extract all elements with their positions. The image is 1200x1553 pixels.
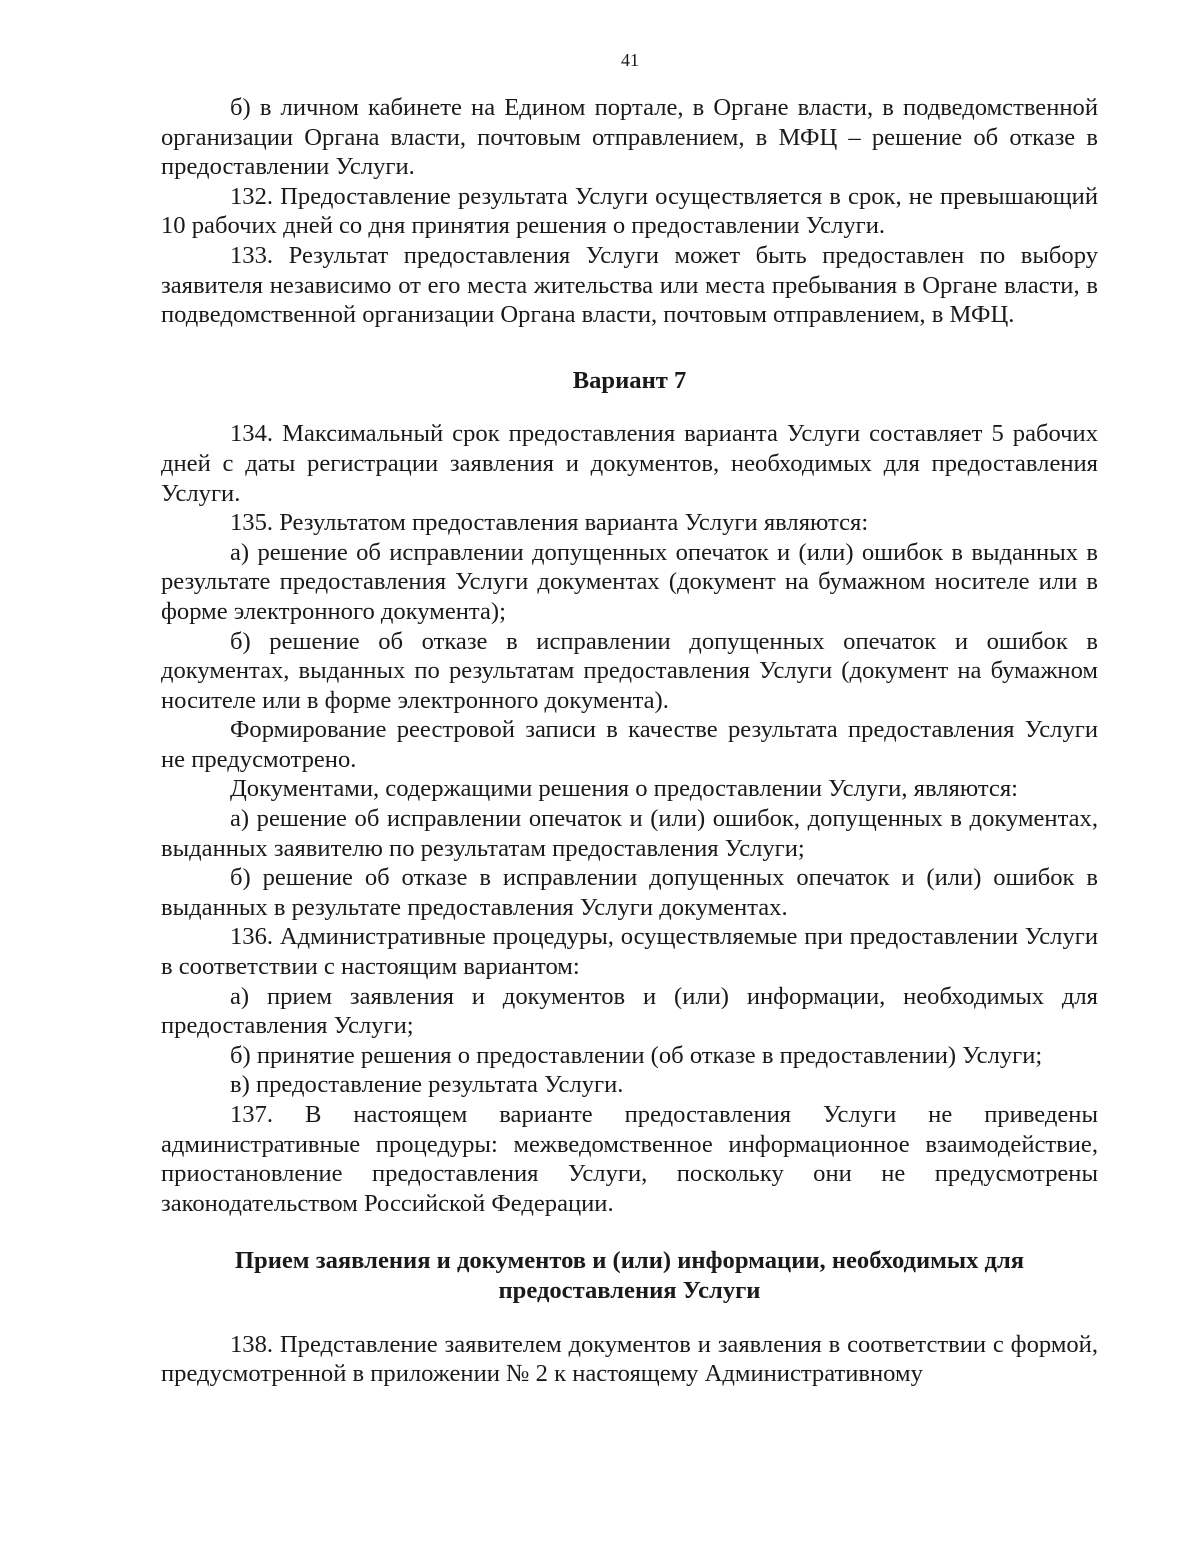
paragraph-134: 134. Максимальный срок предоставления варианта Услуги составляет 5 рабочих дней с даты регистрации заявления и документов, необходимых для предоставления Услуги.	[161, 420, 1098, 507]
paragraph-136: 136. Административные процедуры, осуществляемые при предоставлении Услуги в соответствии с настоящим вариантом:	[161, 923, 1098, 981]
paragraph-b-result-channels: б) в личном кабинете на Едином портале, в Органе власти, в подведомственной организации Органа власти, почтовым отправлением, в МФЦ – решение об отказе в предоставлении Услуги.	[161, 94, 1098, 181]
paragraph-138: 138. Представление заявителем документов и заявления в соответствии с формой, предусмотренной в приложении № 2 к настоящему Административному	[161, 1330, 1098, 1388]
document-body	[161, 93, 1098, 1389]
section-heading-variant-7: Вариант 7	[572, 366, 687, 394]
paragraph-136-a: а) прием заявления и документов и (или) информации, необходимых для предоставления Услуги;	[161, 982, 1098, 1040]
paragraph-135: 135. Результатом предоставления варианта Услуги являются:	[230, 509, 869, 537]
paragraph-133: 133. Результат предоставления Услуги может быть предоставлен по выбору заявителя независимо от его места жительства или места пребывания в Органе власти, в подведомственной организации Органа власти, почтовым отправлением, в МФЦ.	[161, 241, 1098, 329]
paragraph-135-a: а) решение об исправлении допущенных опечаток и (или) ошибок в выданных в результате предоставления Услуги документах (документ на бумажном носителе или в форме электронного документа);	[161, 538, 1098, 625]
paragraph-registry-record: Формирование реестровой записи в качестве результата предоставления Услуги не предусмотрено.	[161, 716, 1098, 773]
section-heading-application-intake: Прием заявления и документов и (или) информации, необходимых для предоставления Услуги	[234, 1247, 1025, 1304]
paragraph-136-v: в) предоставление результата Услуги.	[230, 1071, 624, 1099]
paragraph-136-b: б) принятие решения о предоставлении (об отказе в предоставлении) Услуги;	[230, 1041, 1043, 1069]
paragraph-decision-a: а) решение об исправлении опечаток и (или) ошибок, допущенных в документах, выданных заявителю по результатам предоставления Услуги;	[161, 805, 1098, 862]
paragraph-132: 132. Предоставление результата Услуги осуществляется в срок, не превышающий 10 рабочих дней со дня принятия решения о предоставлении Услуги.	[161, 182, 1098, 240]
paragraph-135-b: б) решение об отказе в исправлении допущенных опечаток и ошибок в документах, выданных по результатам предоставления Услуги (документ на бумажном носителе или в форме электронного документа).	[161, 627, 1098, 714]
paragraph-decision-documents: Документами, содержащими решения о предоставлении Услуги, являются:	[230, 775, 1018, 803]
page-number: 41	[621, 50, 639, 70]
paragraph-decision-b: б) решение об отказе в исправлении допущенных опечаток и (или) ошибок в выданных в результате предоставления Услуги документах.	[161, 864, 1098, 921]
paragraph-137: 137. В настоящем варианте предоставления Услуги не приведены административные процедуры: межведомственное информационное взаимодействие, приостановление предоставления Услуги, поскольку они не предусмотрены законодательством Российской Федерации.	[161, 1101, 1098, 1217]
